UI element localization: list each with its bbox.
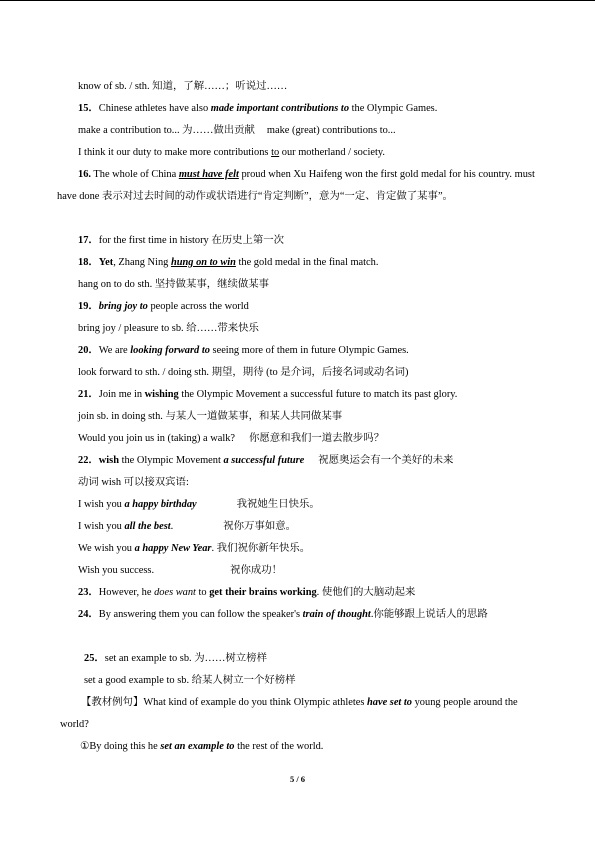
text: young people around the world? [60, 697, 518, 730]
item-number: 25． [84, 653, 105, 664]
key-phrase: set an example to [160, 741, 235, 752]
key-phrase: all the best [124, 521, 171, 532]
line-good-example [84, 674, 554, 688]
text: know of sb. / sth. 知道，了解……；听说过…… [78, 81, 288, 92]
text: I think it our duty to make more contributions [78, 147, 272, 158]
item-19 [78, 300, 548, 314]
item-23 [78, 586, 548, 600]
translation: 你愿意和我们一道去散步吗？ [249, 433, 385, 444]
item-number: 24． [78, 609, 99, 620]
bold-word: wish [98, 455, 119, 466]
underlined-word: to [271, 147, 280, 158]
text: the Olympic Movement [119, 455, 224, 466]
text: join sb. in doing sth. 与某人一道做某事，和某人共同做某事 [78, 411, 343, 422]
page-number: 5 / 6 [289, 774, 306, 784]
text: set an example to sb. 为……树立榜样 [104, 653, 267, 664]
key-phrase: looking forward to [130, 345, 210, 356]
text: .你能够跟上说话人的思路 [370, 609, 488, 620]
line-duty [78, 146, 548, 160]
text: We are [98, 345, 131, 356]
key-phrase: a happy New Year [134, 543, 212, 554]
item-16 [57, 164, 542, 208]
key-phrase: get their brains working [209, 587, 317, 598]
italic-phrase: does want [154, 587, 196, 598]
text: set a good example to sb. 给某人树立一个好榜样 [84, 675, 296, 686]
line-join-sb [78, 410, 548, 424]
item-number: 16. [78, 169, 91, 180]
item-number: 22． [78, 455, 99, 466]
key-phrase: must have felt [178, 169, 239, 180]
top-rule [0, 0, 595, 1]
text: make (great) contributions to... [266, 125, 396, 136]
text: I wish you [78, 499, 125, 510]
text: The whole of China [91, 169, 179, 180]
example-sentence-1 [80, 740, 550, 754]
text: . 使他们的大脑动起来 [316, 587, 416, 598]
text: seeing more of them in future Olympic Games. [209, 345, 409, 356]
text: for the first time in history 在历史上第一次 [98, 235, 285, 246]
line-hang-on [78, 278, 548, 292]
item-number: 15． [78, 103, 99, 114]
text: . 我们祝你新年快乐。 [211, 543, 311, 554]
text: bring joy / pleasure to sb. 给……带来快乐 [78, 323, 259, 334]
text: the rest of the world. [234, 741, 324, 752]
text: , Zhang Ning [113, 257, 171, 268]
key-phrase: a happy birthday [124, 499, 197, 510]
translation: 祝你成功！ [230, 565, 283, 576]
item-20 [78, 344, 548, 358]
text: the Olympic Games. [349, 103, 438, 114]
example-new-year [78, 542, 548, 556]
item-21 [78, 388, 548, 402]
example-success [78, 564, 548, 578]
line-contribution [78, 124, 548, 138]
text: 【教材例句】What kind of example do you think Olympic athletes [81, 697, 367, 708]
item-24 [57, 604, 542, 626]
item-22 [78, 454, 548, 468]
text: However, he [98, 587, 155, 598]
example-birthday [78, 498, 548, 512]
item-number: 17． [78, 235, 99, 246]
item-15 [78, 102, 548, 116]
item-17 [78, 234, 548, 248]
text: the Olympic Movement a successful future to match its past glory. [178, 389, 458, 400]
translation: 祝愿奥运会有一个美好的未来 [318, 455, 454, 466]
text: 动词 wish 可以接双宾语: [78, 477, 189, 488]
text: Chinese athletes have also [98, 103, 211, 114]
text: Wish you success. [78, 565, 155, 576]
text: ①By doing this he [80, 741, 161, 752]
key-phrase: a successful future [223, 455, 305, 466]
line-look-forward [78, 366, 548, 380]
key-phrase: have set to [366, 697, 413, 708]
text: look forward to sth. / doing sth. 期望，期待 (to 是介词，后接名词或动名词) [78, 367, 409, 378]
text: our motherland / society. [279, 147, 385, 158]
text: Join me in [98, 389, 145, 400]
textbook-example [60, 692, 545, 736]
key-phrase: made important contributions to [210, 103, 350, 114]
item-18 [78, 256, 548, 270]
text: I wish you [78, 521, 125, 532]
item-number: 20． [78, 345, 99, 356]
line-would-you [78, 432, 548, 446]
translation: 我祝她生日快乐。 [236, 499, 320, 510]
translation: 祝你万事如意。 [223, 521, 296, 532]
text: . [170, 521, 174, 532]
item-number: 21． [78, 389, 99, 400]
key-phrase: bring joy to [98, 301, 148, 312]
item-number: 23． [78, 587, 99, 598]
item-number: 19． [78, 301, 99, 312]
key-phrase: hung on to win [170, 257, 236, 268]
bold-word: Yet [98, 257, 114, 268]
text: make a contribution to... 为……做出贡献 [78, 125, 255, 136]
text: By answering them you can follow the speaker's [98, 609, 303, 620]
item-25 [84, 652, 554, 666]
line-bring-joy [78, 322, 548, 336]
text: people across the world [147, 301, 249, 312]
key-phrase: wishing [144, 389, 179, 400]
line-know-of [78, 80, 548, 94]
line-wish-verb [78, 476, 548, 490]
text: We wish you [78, 543, 135, 554]
text: the gold medal in the final match. [235, 257, 379, 268]
item-number: 18． [78, 257, 99, 268]
text: Would you join us in (taking) a walk? [78, 433, 236, 444]
key-phrase: train of thought [302, 609, 371, 620]
example-all-the-best [78, 520, 548, 534]
text: hang on to do sth. 坚持做某事，继续做某事 [78, 279, 270, 290]
text: proud when Xu Haifeng won the first gold medal for his country. must have done 表示对过去时间的动作或状语进行“肯定判断”，意为“一定、肯定做了某事”。 [57, 169, 535, 202]
text: to [195, 587, 210, 598]
